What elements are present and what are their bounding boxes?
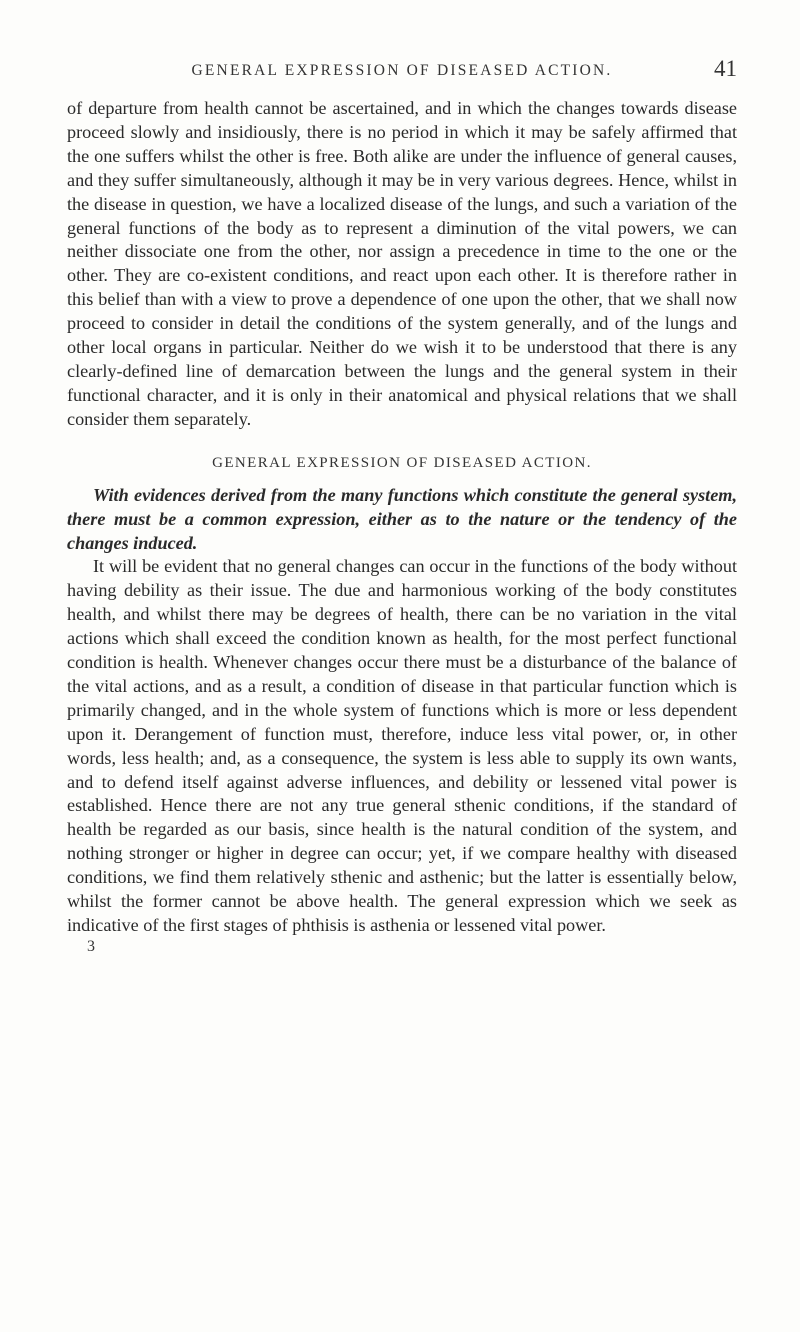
running-title: GENERAL EXPRESSION OF DISEASED ACTION. [191, 62, 613, 79]
signature-mark: 3 [87, 937, 95, 955]
body-text [67, 97, 737, 956]
continued-paragraph: of departure from health cannot be ascertained, and in which the changes towards disease proceed slowly and insidiously, there is no period in which it may be safely affirmed that the one suffers whilst the other is free. Both alike are under the influence of general causes, and they suffer simultaneously, although it may be in very various degrees. Hence, whilst in the disease in question, we have a localized disease of the lungs, and such a variation of the general functions of the body as to represent a diminution of the vital powers, we can neither dissociate one from the other, nor assign a precedence in time to the one or the other. They are co-existent conditions, and react upon each other. It is therefore rather in this belief than with a view to prove a dependence of one upon the other, that we shall now proceed to consider in detail the conditions of the system generally, and of the lungs and other local organs in particular. Neither do we wish it to be understood that there is any clearly-defined line of demarcation between the lungs and the general system in their functional character, and it is only in their anatomical and physical relations that we shall consider them separately. [67, 98, 737, 429]
section-lead-italic: With evidences derived from the many functions which constitute the general system, there must be a common expression, either as to the nature or the tendency of the changes induced. [67, 484, 737, 553]
running-head [67, 56, 737, 86]
section-heading: GENERAL EXPRESSION OF DISEASED ACTION. [212, 454, 592, 471]
page-number: 41 [714, 56, 737, 81]
section-body-paragraph: It will be evident that no general changes can occur in the functions of the body without having debility as their issue. The due and harmonious working of the body constitutes health, and whilst there may be degrees of health, there can be no variation in the vital actions which shall exceed the condition known as health, for the most perfect functional condition is health. Whenever changes occur there must be a disturbance of the balance of the vital actions, and as a result, a condition of disease in that particular function which is primarily changed, and in the whole system of functions which is more or less dependent upon it. Derangement of function must, therefore, induce less vital power, or, in other words, less health; and, as a consequence, the system is less able to supply its own wants, and to defend itself against adverse influences, and debility or lessened vital power is established. Hence there are not any true general sthenic conditions, if the standard of health be regarded as our basis, since health is the natural condition of the system, and nothing stronger or higher in degree can occur; yet, if we compare healthy with diseased conditions, we find them relatively sthenic and asthenic; but the latter is essentially below, whilst the former cannot be above health. The general expression which we seek as indicative of the first stages of phthisis is asthenia or lessened vital power. [67, 556, 737, 935]
